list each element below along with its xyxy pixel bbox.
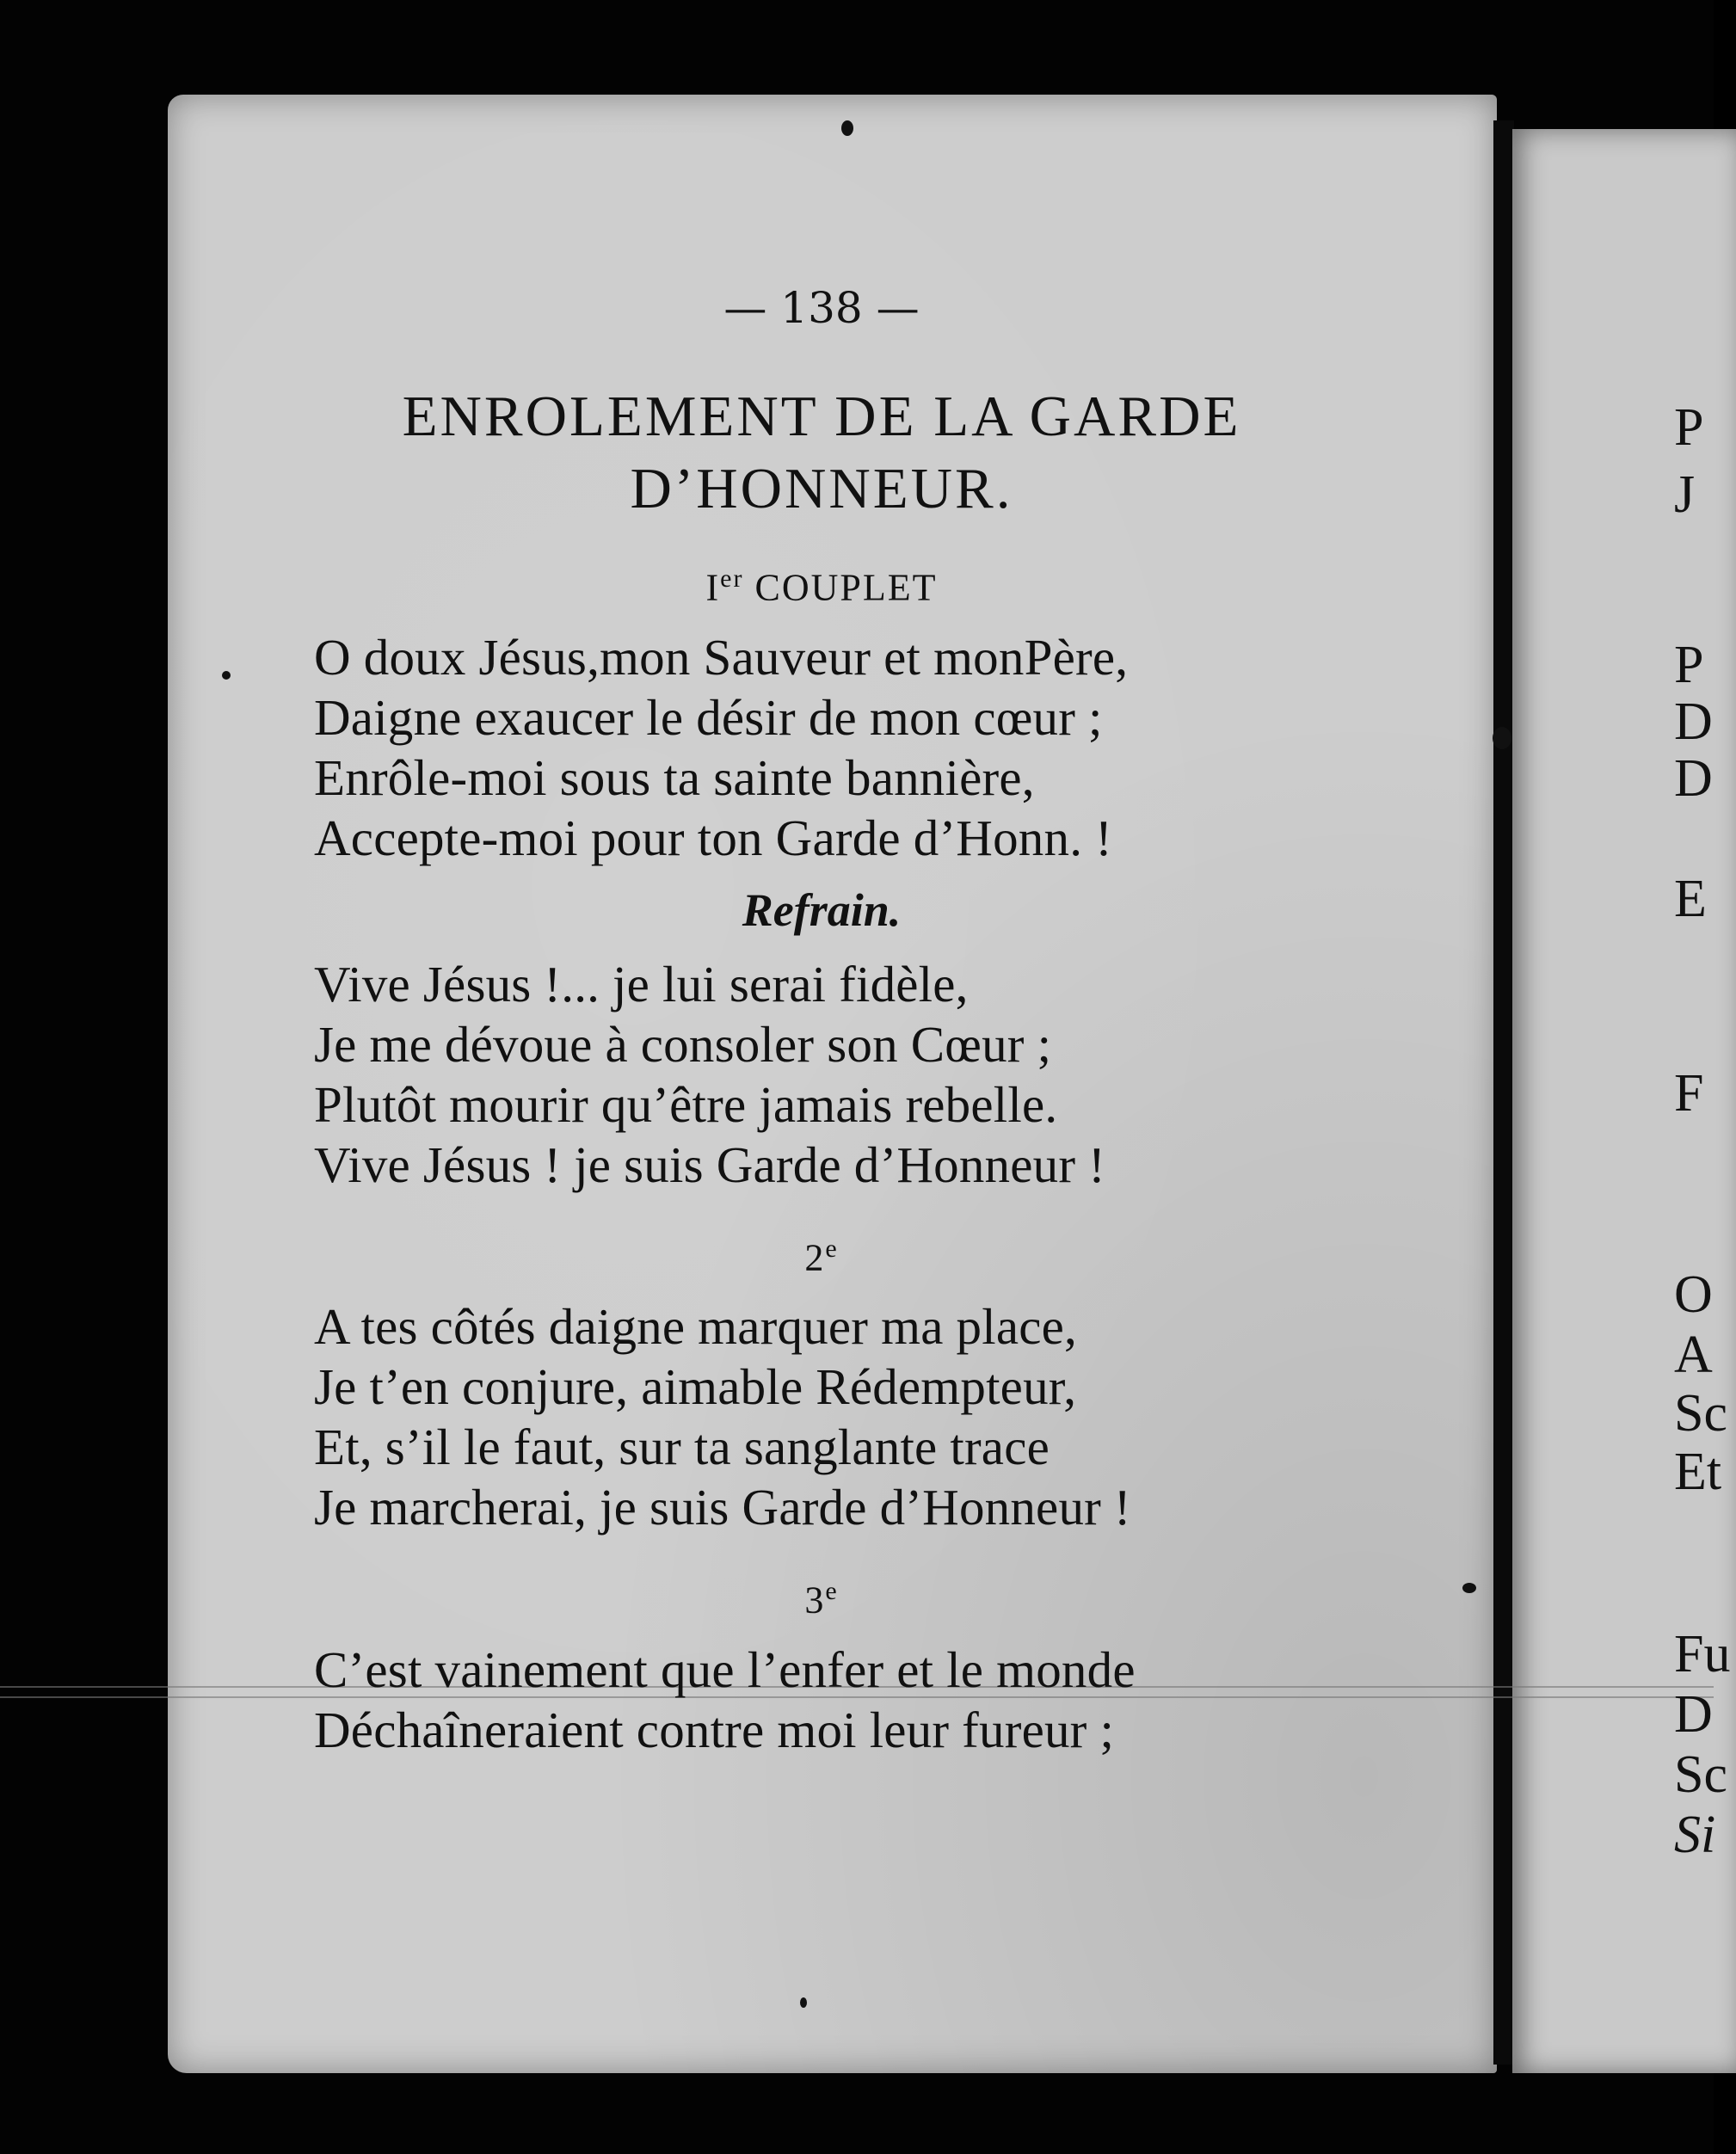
- couplet-2-heading: [314, 1224, 1329, 1283]
- facing-page-letter: D: [1674, 1685, 1713, 1744]
- couplet-3-verse: [314, 1640, 1329, 1760]
- page-text: [314, 284, 1329, 1760]
- verse-line: Je marcherai, je suis Garde d’Honneur !: [314, 1479, 1131, 1536]
- facing-page-letter: Et: [1674, 1443, 1722, 1501]
- verse-line: Vive Jésus !... je lui serai fidèle,: [314, 955, 969, 1012]
- page-speck: [1493, 727, 1511, 749]
- verse-line: Vive Jésus ! je suis Garde d’Honneur !: [314, 1135, 1105, 1193]
- refrain-verse: [314, 954, 1329, 1195]
- verse-line: A tes côtés daigne marquer ma place,: [314, 1298, 1077, 1356]
- refrain-heading: Refrain.: [742, 883, 902, 936]
- facing-page-letter: F: [1674, 1064, 1704, 1123]
- couplet-3-heading: [314, 1566, 1329, 1626]
- song-title: [314, 380, 1329, 525]
- verse-line: Je t’en conjure, aimable Rédempteur,: [314, 1358, 1077, 1416]
- facing-page-letter: O: [1674, 1265, 1713, 1324]
- couplet-number: I: [705, 566, 721, 609]
- book-gutter: [1493, 120, 1514, 2065]
- verse-line: Je me dévoue à consoler son Cœur ;: [314, 1015, 1052, 1073]
- verse-line: O doux Jésus,mon Sauveur et monPère,: [314, 628, 1129, 686]
- page-speck: [222, 671, 231, 680]
- page-speck: [1462, 1583, 1476, 1593]
- couplet-word: COUPLET: [754, 566, 938, 609]
- verse-line: Enrôle-moi sous ta sainte bannière,: [314, 748, 1035, 806]
- facing-page-letter: P: [1674, 636, 1704, 694]
- facing-page-letter: Sc: [1674, 1745, 1727, 1804]
- verse-line: Accepte-moi pour ton Garde d’Honn. !: [314, 809, 1112, 866]
- facing-page-letter: P: [1674, 398, 1704, 457]
- verse-line: Daigne exaucer le désir de mon cœur ;: [314, 688, 1103, 746]
- facing-page-letter: Si: [1674, 1806, 1716, 1864]
- couplet-ordinal: e: [825, 1234, 839, 1263]
- title-line: D’HONNEUR.: [630, 457, 1013, 520]
- facing-page-letter: D: [1674, 692, 1713, 751]
- couplet-2-verse: [314, 1296, 1329, 1537]
- verse-line: Déchaîneraient contre moi leur fureur ;: [314, 1701, 1115, 1758]
- verse-line: Plutôt mourir qu’être jamais rebelle.: [314, 1075, 1058, 1133]
- facing-page-letter: J: [1674, 465, 1696, 524]
- facing-page-letter: Fu: [1674, 1625, 1731, 1683]
- page-number: — 138 —: [723, 283, 920, 333]
- couplet-ordinal: e: [825, 1577, 839, 1606]
- couplet-number: 2: [804, 1236, 826, 1279]
- facing-page-letter: Sc: [1674, 1384, 1727, 1443]
- couplet-ordinal: er: [720, 564, 744, 593]
- facing-page-letter: A: [1674, 1326, 1713, 1384]
- facing-page-fragments: [1674, 0, 1731, 2154]
- verse-line: Et, s’il le faut, sur ta sanglante trace: [314, 1419, 1050, 1476]
- verse-line: C’est vainement que l’enfer et le monde: [314, 1640, 1136, 1698]
- couplet-1-heading: [314, 554, 1329, 613]
- facing-page-letter: D: [1674, 749, 1713, 808]
- facing-page-letter: E: [1674, 870, 1707, 928]
- couplet-number: 3: [804, 1579, 826, 1622]
- title-line: ENROLEMENT DE LA GARDE: [402, 385, 1241, 448]
- page-speck: [841, 120, 853, 136]
- page-speck: [800, 1997, 807, 2008]
- couplet-1-verse: [314, 627, 1329, 868]
